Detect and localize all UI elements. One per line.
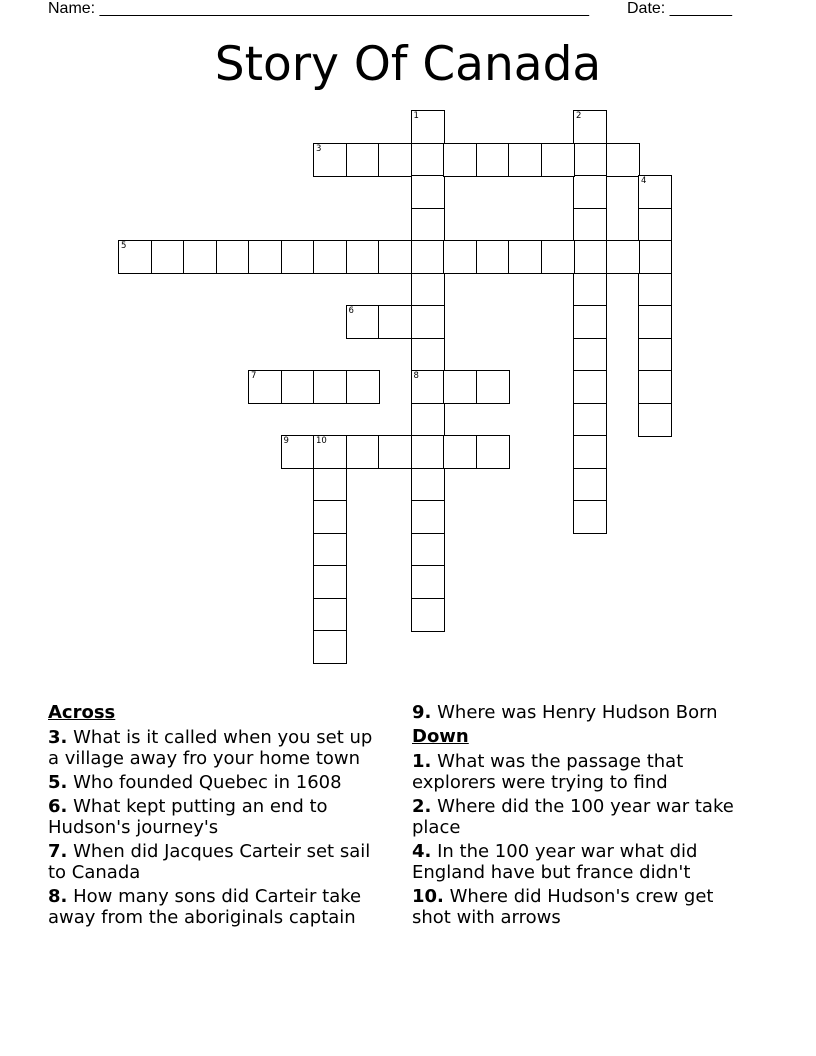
grid-cell[interactable] (313, 143, 347, 177)
grid-cell[interactable] (183, 240, 217, 274)
grid-cell[interactable] (411, 468, 445, 502)
grid-cell[interactable] (346, 240, 380, 274)
grid-cell[interactable] (476, 435, 510, 469)
grid-cell[interactable] (573, 338, 607, 372)
clue-across-6 (48, 796, 378, 838)
grid-cell[interactable] (476, 370, 510, 404)
grid-cell[interactable] (638, 370, 672, 404)
clue-down-2 (412, 796, 752, 838)
grid-cell[interactable] (411, 305, 445, 339)
clue-text: How many sons did Carteir take away from the aboriginals captain (48, 886, 362, 928)
clue-number: 9. (412, 702, 432, 723)
clue-text: Where was Henry Hudson Born (437, 702, 718, 723)
clue-number: 3. (48, 727, 68, 748)
clue-text: What kept putting an end to Hudson's journey's (48, 796, 328, 838)
clue-across-3 (48, 727, 378, 769)
grid-cell[interactable] (411, 273, 445, 307)
grid-cell[interactable] (378, 143, 412, 177)
clue-number: 10. (412, 886, 444, 907)
grid-cell[interactable] (573, 143, 607, 177)
clue-text: What was the passage that explorers were trying to find (412, 751, 684, 793)
grid-cell[interactable] (313, 468, 347, 502)
cell-number: 6 (348, 306, 354, 316)
cell-number: 9 (283, 436, 289, 446)
cell-number: 3 (316, 143, 322, 154)
grid-cell[interactable] (281, 435, 315, 469)
across-heading: Across (48, 702, 116, 723)
grid-cell[interactable] (411, 175, 445, 209)
clue-across-5 (48, 772, 378, 793)
grid-cell[interactable] (573, 110, 607, 144)
grid-cell[interactable] (541, 240, 575, 274)
grid-cell[interactable] (411, 403, 445, 437)
grid-cell[interactable] (508, 143, 542, 177)
cell-number: 1 (413, 111, 419, 121)
grid-cell[interactable] (638, 273, 672, 307)
grid-cell[interactable] (411, 143, 445, 177)
grid-cell[interactable] (638, 208, 672, 242)
clue-text: In the 100 year war what did England have but france didn't (412, 841, 698, 883)
grid-cell[interactable] (313, 565, 347, 599)
grid-cell[interactable] (476, 240, 510, 274)
grid-cell[interactable] (573, 500, 607, 534)
grid-cell[interactable] (411, 565, 445, 599)
grid-cell[interactable] (443, 435, 477, 469)
grid-cell[interactable] (638, 175, 672, 209)
clue-number: 4. (412, 841, 432, 862)
grid-cell[interactable] (443, 143, 477, 177)
grid-cell[interactable] (378, 435, 412, 469)
cell-number: 5 (121, 241, 127, 251)
grid-cell[interactable] (573, 435, 607, 469)
grid-cell[interactable] (346, 305, 380, 339)
grid-cell[interactable] (606, 240, 640, 274)
cell-number: 7 (251, 371, 257, 381)
grid-cell[interactable] (313, 240, 347, 274)
grid-cell[interactable] (216, 240, 250, 274)
clues-column-right (412, 702, 752, 931)
cell-number: 4 (641, 176, 647, 186)
grid-cell[interactable] (378, 240, 412, 274)
grid-cell[interactable] (606, 143, 640, 177)
grid-cell[interactable] (411, 598, 445, 632)
grid-cell[interactable] (346, 143, 380, 177)
grid-cell[interactable] (248, 240, 282, 274)
grid-cell[interactable] (638, 240, 672, 274)
grid-cell[interactable] (476, 143, 510, 177)
grid-cell[interactable] (573, 208, 607, 242)
grid-cell[interactable] (443, 240, 477, 274)
grid-cell[interactable] (573, 370, 607, 404)
grid-cell[interactable] (411, 500, 445, 534)
grid-cell[interactable] (281, 370, 315, 404)
clue-across-9 (412, 702, 752, 723)
grid-cell[interactable] (638, 338, 672, 372)
clue-text: What is it called when you set up a village away fro your home town (48, 727, 373, 769)
grid-cell[interactable] (313, 500, 347, 534)
grid-cell[interactable] (573, 175, 607, 209)
grid-cell[interactable] (411, 533, 445, 567)
grid-cell[interactable] (443, 370, 477, 404)
clue-number: 1. (412, 751, 432, 772)
grid-cell[interactable] (638, 403, 672, 437)
clue-text: Where did the 100 year war take place (412, 796, 734, 838)
grid-cell[interactable] (313, 533, 347, 567)
clue-down-1 (412, 751, 752, 793)
grid-cell[interactable] (638, 305, 672, 339)
cell-number: 2 (576, 111, 582, 121)
clue-text: Where did Hudson's crew get shot with arrows (412, 886, 714, 928)
clue-number: 2. (412, 796, 432, 817)
grid-cell[interactable] (573, 468, 607, 502)
grid-cell[interactable] (508, 240, 542, 274)
down-heading: Down (412, 726, 469, 747)
grid-cell[interactable] (411, 338, 445, 372)
clue-across-8 (48, 886, 378, 928)
grid-cell[interactable] (378, 305, 412, 339)
clue-number: 7. (48, 841, 68, 862)
grid-cell[interactable] (313, 598, 347, 632)
grid-cell[interactable] (411, 240, 445, 274)
grid-cell[interactable] (313, 435, 347, 469)
grid-cell[interactable] (281, 240, 315, 274)
grid-cell[interactable] (151, 240, 185, 274)
clue-number: 5. (48, 772, 68, 793)
grid-cell[interactable] (541, 143, 575, 177)
grid-cell[interactable] (411, 435, 445, 469)
cell-number: 10 (316, 436, 327, 446)
clue-number: 8. (48, 886, 68, 907)
clue-across-7 (48, 841, 378, 883)
grid-cell[interactable] (346, 370, 380, 404)
clue-text: Who founded Quebec in 1608 (73, 772, 342, 793)
clues-column-left (48, 702, 378, 931)
cell-number: 8 (413, 371, 419, 381)
date-line: Date: _______ (627, 0, 732, 17)
name-line: Name: _______________________________________________________ (48, 0, 589, 17)
clue-down-10 (412, 886, 752, 928)
grid-cell[interactable] (313, 370, 347, 404)
grid-cell[interactable] (313, 630, 347, 664)
grid-cell[interactable] (573, 240, 607, 274)
clue-number: 6. (48, 796, 68, 817)
page-title: Story Of Canada (214, 37, 602, 92)
clue-text: When did Jacques Carteir set sail to Canada (48, 841, 371, 883)
grid-cell[interactable] (411, 208, 445, 242)
grid-cell[interactable] (118, 240, 152, 274)
grid-cell[interactable] (248, 370, 282, 404)
grid-cell[interactable] (573, 403, 607, 437)
grid-cell[interactable] (573, 273, 607, 307)
grid-cell[interactable] (411, 110, 445, 144)
grid-cell[interactable] (346, 435, 380, 469)
grid-cell[interactable] (411, 370, 445, 404)
grid-cell[interactable] (573, 305, 607, 339)
clue-down-4 (412, 841, 752, 883)
